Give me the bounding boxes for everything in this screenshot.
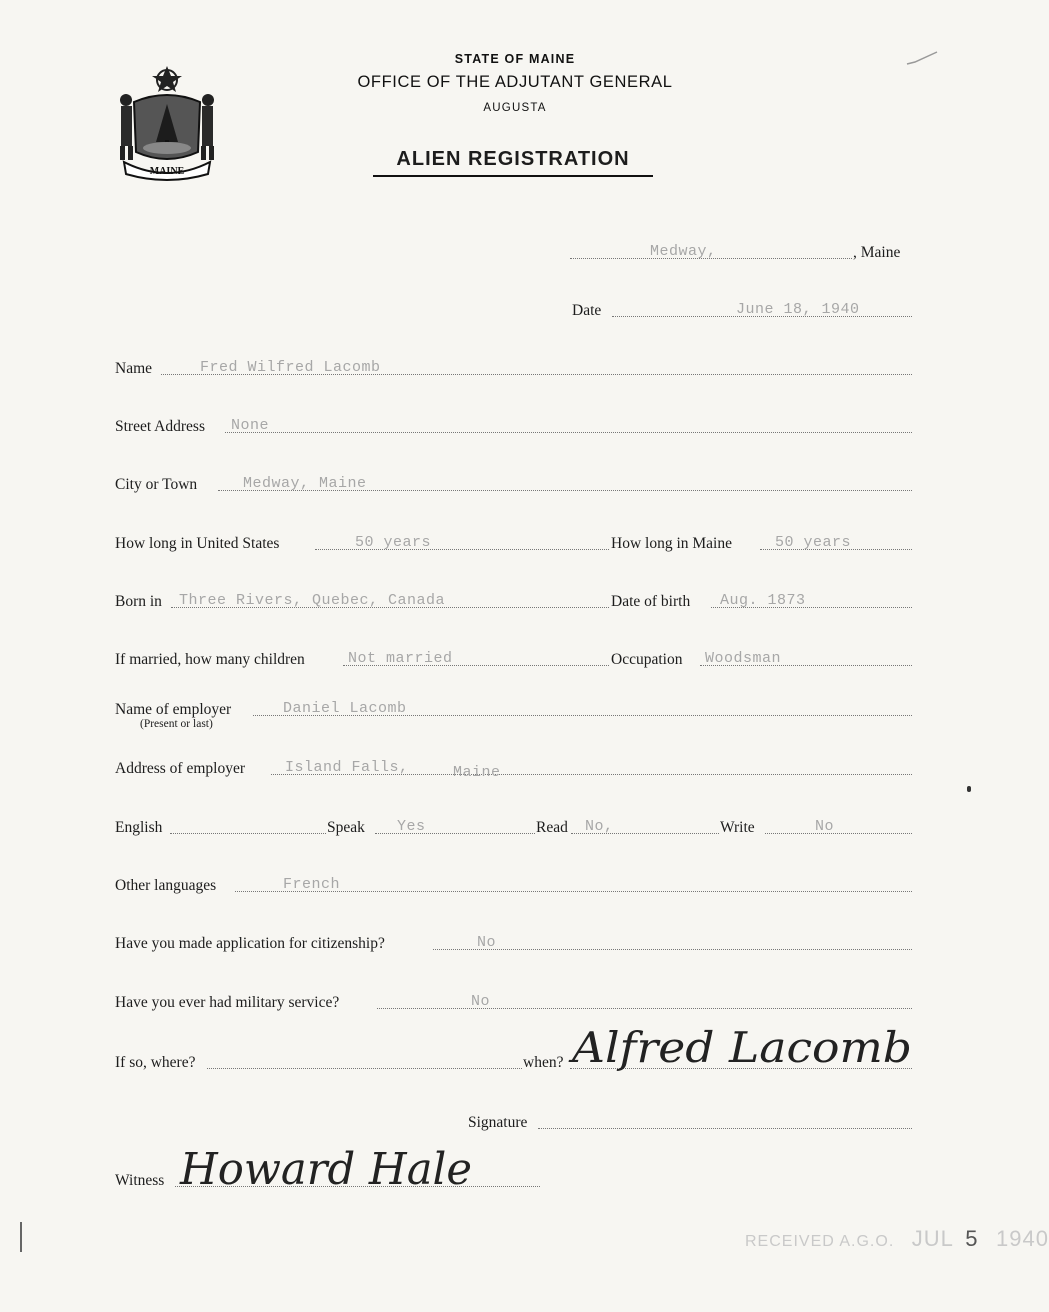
place-row	[570, 242, 915, 264]
stamp-year: 1940	[996, 1226, 1049, 1251]
speak-label: Speak	[327, 819, 365, 836]
english-row	[115, 817, 912, 839]
stamp-received: RECEIVED A.G.O.	[745, 1233, 895, 1250]
military-label: Have you ever had military service?	[115, 994, 340, 1011]
employer-address-value: Island Falls,	[285, 759, 409, 776]
where-label: If so, where?	[115, 1054, 196, 1071]
other-languages-label: Other languages	[115, 877, 217, 894]
employer-value: Daniel Lacomb	[283, 700, 407, 717]
how-long-us-value: 50 years	[355, 534, 432, 551]
check-mark-icon	[905, 50, 939, 70]
born-in-label: Born in	[115, 593, 162, 610]
employer-sublabel: (Present or last)	[140, 718, 213, 730]
place-value: Medway,	[650, 243, 717, 260]
how-long-maine-value: 50 years	[775, 534, 852, 551]
children-value: Not married	[348, 650, 453, 667]
date-row	[572, 300, 912, 322]
seal-banner	[112, 62, 222, 184]
city-heading: AUGUSTA	[483, 102, 547, 114]
employer-label: Name of employer	[115, 701, 232, 718]
city-row	[115, 474, 912, 496]
signature-row	[468, 1112, 912, 1134]
employer-address-value2: Maine	[453, 764, 501, 781]
place-suffix: , Maine	[853, 244, 901, 261]
received-stamp	[745, 1226, 1049, 1252]
write-value: No	[815, 818, 835, 835]
registrant-signature-text: Alfred Lacomb	[567, 1023, 912, 1072]
children-row	[115, 649, 912, 671]
employer-row	[115, 699, 912, 721]
write-label: Write	[720, 819, 755, 836]
street-label: Street Address	[115, 418, 205, 435]
witness-signature-text: Howard Hale	[179, 1144, 473, 1195]
signature-label: Signature	[468, 1114, 528, 1131]
born-row	[115, 591, 912, 613]
employer-address-label: Address of employer	[115, 760, 245, 777]
city-value: Medway, Maine	[243, 475, 367, 492]
other-languages-value: French	[283, 876, 341, 893]
children-label: If married, how many children	[115, 651, 305, 668]
city-label: City or Town	[115, 476, 198, 493]
employer-address-row	[115, 758, 912, 780]
speak-value: Yes	[397, 818, 426, 835]
ink-spot	[967, 786, 971, 792]
how-long-row	[115, 533, 912, 555]
military-value: No	[471, 993, 491, 1010]
citizenship-label: Have you made application for citizenship?	[115, 935, 385, 952]
name-value: Fred Wilfred Lacomb	[200, 359, 381, 376]
date-of-birth-label: Date of birth	[611, 593, 691, 610]
date-of-birth-value: Aug. 1873	[720, 592, 806, 609]
name-label: Name	[115, 360, 153, 377]
read-value: No,	[585, 818, 614, 835]
street-row	[115, 416, 912, 438]
when-label: when?	[523, 1054, 564, 1071]
stamp-month: JUL	[911, 1226, 954, 1251]
date-label: Date	[572, 302, 602, 319]
other-languages-row	[115, 875, 912, 897]
how-long-us-label: How long in United States	[115, 535, 280, 552]
form-title: ALIEN REGISTRATION	[373, 148, 653, 177]
seal-banner-text: MAINE	[149, 166, 185, 177]
citizenship-value: No	[477, 934, 497, 951]
occupation-value: Woodsman	[705, 650, 782, 667]
name-row	[115, 358, 912, 380]
street-value: None	[231, 417, 270, 434]
citizenship-row	[115, 933, 912, 955]
how-long-maine-label: How long in Maine	[611, 535, 732, 552]
stamp-day: 5	[965, 1226, 979, 1251]
date-value: June 18, 1940	[736, 301, 860, 318]
english-label: English	[115, 819, 163, 836]
binding-edge-mark	[20, 1222, 26, 1252]
state-heading: STATE OF MAINE	[454, 52, 576, 66]
witness-label: Witness	[115, 1172, 165, 1189]
born-in-value: Three Rivers, Quebec, Canada	[179, 592, 446, 609]
read-label: Read	[536, 819, 568, 836]
office-heading: OFFICE OF THE ADJUTANT GENERAL	[357, 73, 673, 91]
witness-signature	[176, 1134, 476, 1200]
occupation-label: Occupation	[611, 651, 683, 668]
registrant-signature	[566, 1010, 926, 1080]
